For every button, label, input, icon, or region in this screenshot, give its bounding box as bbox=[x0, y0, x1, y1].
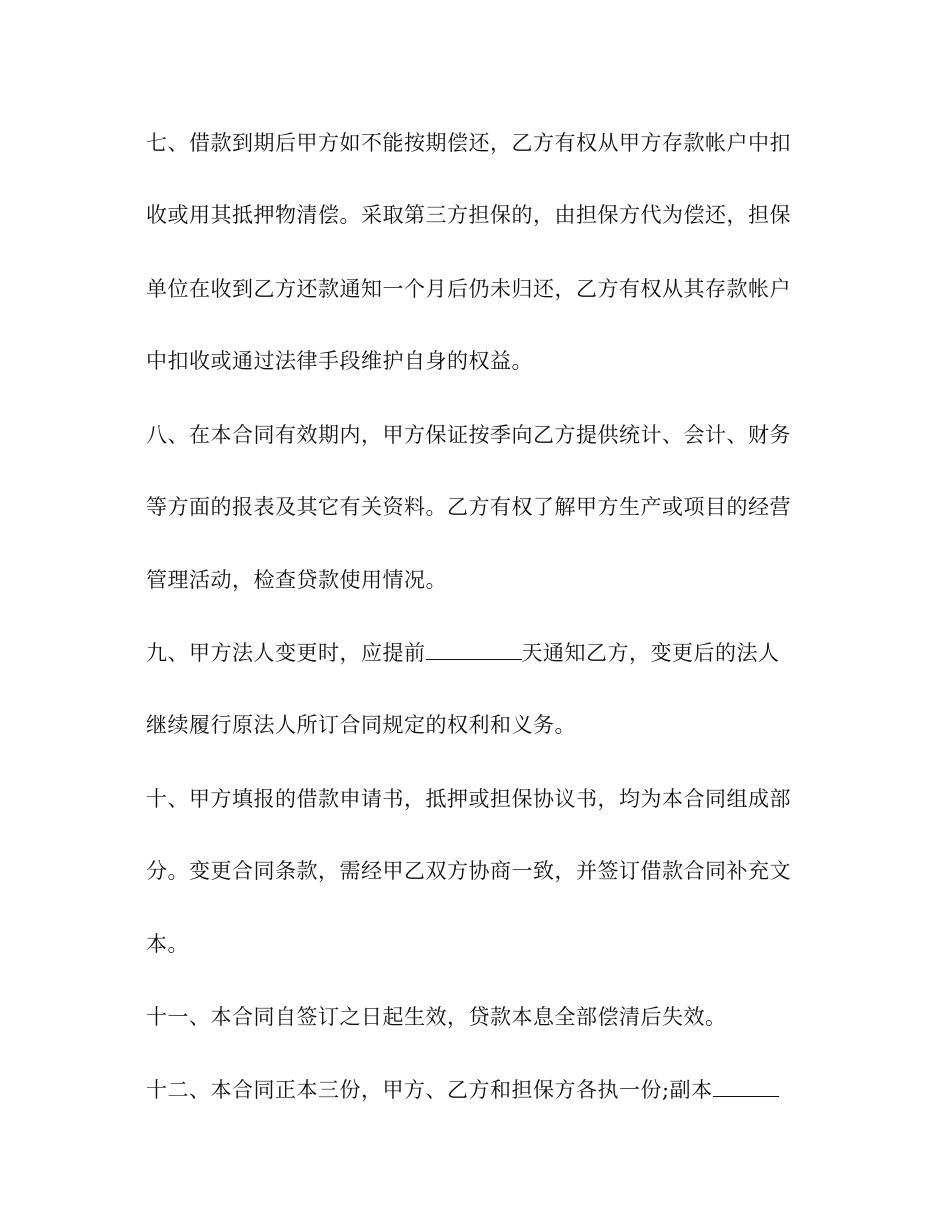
copies-blank bbox=[713, 1076, 779, 1097]
clause-12-line-1 bbox=[146, 1075, 806, 1105]
clause-9-text-after-blank: 天通知乙方，变更后的法人 bbox=[521, 641, 780, 665]
clause-10-line-3: 本。 bbox=[146, 932, 189, 956]
clause-8-line-1: 八、在本合同有效期内，甲方保证按季向乙方提供统计、会计、财务 bbox=[146, 423, 791, 447]
clause-10-line-1: 十、甲方填报的借款申请书，抵押或担保协议书，均为本合同组成部 bbox=[146, 787, 791, 811]
clause-7-line-3: 单位在收到乙方还款通知一个月后仍未归还，乙方有权从其存款帐户 bbox=[146, 277, 791, 301]
clause-9-text-before-blank: 九、甲方法人变更时，应提前 bbox=[146, 641, 426, 665]
clause-9-line-1 bbox=[146, 638, 806, 668]
clause-7-line-2: 收或用其抵押物清偿。采取第三方担保的，由担保方代为偿还，担保 bbox=[146, 203, 791, 227]
clause-9-line-2: 继续履行原法人所订合同规定的权利和义务。 bbox=[146, 713, 576, 737]
clause-10-line-2: 分。变更合同条款，需经甲乙双方协商一致，并签订借款合同补充文 bbox=[146, 859, 791, 883]
clause-11-line-1: 十一、本合同自签订之日起生效，贷款本息全部偿清后失效。 bbox=[146, 1005, 727, 1029]
clause-12-text: 十二、本合同正本三份，甲方、乙方和担保方各执一份;副本 bbox=[146, 1078, 713, 1102]
clause-8-line-2: 等方面的报表及其它有关资料。乙方有权了解甲方生产或项目的经营 bbox=[146, 495, 791, 519]
clause-7-line-4: 中扣收或通过法律手段维护自身的权益。 bbox=[146, 349, 533, 373]
clause-7-line-1: 七、借款到期后甲方如不能按期偿还，乙方有权从甲方存款帐户中扣 bbox=[146, 131, 791, 155]
days-blank bbox=[426, 639, 522, 660]
clause-8-line-3: 管理活动，检查贷款使用情况。 bbox=[146, 568, 447, 592]
